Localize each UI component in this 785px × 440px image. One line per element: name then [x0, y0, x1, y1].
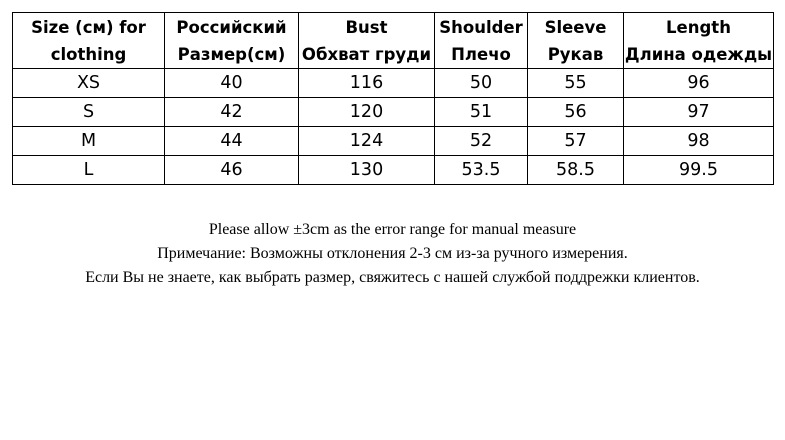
note-error-range: Please allow ±3cm as the error range for manual measure: [208, 221, 577, 238]
header-line: Обхват груди: [301, 44, 432, 64]
note-deviation-ru: Примечание: Возможны отклонения 2-3 см из-за ручного измерения.: [157, 245, 628, 262]
header-line: clothing: [50, 44, 127, 64]
header-line: Sleeve: [544, 17, 607, 37]
table-cell: 99.5: [624, 156, 774, 185]
table-cell: 42: [165, 98, 299, 127]
table-cell: 57: [528, 127, 624, 156]
table-row: [13, 69, 774, 98]
table-cell: 50: [435, 69, 528, 98]
header-size: [13, 13, 165, 69]
header-line: Российский: [176, 17, 287, 37]
table-cell: 98: [624, 127, 774, 156]
measurement-notes: [0, 218, 785, 290]
table-cell: 97: [624, 98, 774, 127]
table-cell: 96: [624, 69, 774, 98]
header-russian-size: [165, 13, 299, 69]
header-line: Плечо: [451, 44, 511, 64]
table-cell: 58.5: [528, 156, 624, 185]
header-shoulder: [435, 13, 528, 69]
size-chart-table: [12, 12, 774, 185]
table-cell: L: [13, 156, 165, 185]
header-line: Bust: [345, 17, 388, 37]
header-sleeve: [528, 13, 624, 69]
table-cell: S: [13, 98, 165, 127]
table-cell: 51: [435, 98, 528, 127]
header-line: Рукав: [547, 44, 604, 64]
table-cell: 124: [299, 127, 435, 156]
table-header-row: [13, 13, 774, 69]
table-cell: 130: [299, 156, 435, 185]
table-cell: 46: [165, 156, 299, 185]
table-cell: 120: [299, 98, 435, 127]
table-cell: 55: [528, 69, 624, 98]
header-line: Размер(см): [177, 44, 286, 64]
header-line: Length: [666, 17, 731, 37]
table-row: [13, 156, 774, 185]
table-cell: 44: [165, 127, 299, 156]
note-support-ru: Если Вы не знаете, как выбрать размер, свяжитесь с нашей службой поддрежки клиентов.: [85, 269, 700, 286]
table-cell: 56: [528, 98, 624, 127]
table-row: [13, 98, 774, 127]
table-cell: XS: [13, 69, 165, 98]
table-cell: 116: [299, 69, 435, 98]
table-cell: M: [13, 127, 165, 156]
header-length: [624, 13, 774, 69]
header-line: Shoulder: [439, 17, 523, 37]
header-line: Size (см) for: [31, 17, 146, 37]
table-cell: 53.5: [435, 156, 528, 185]
table-row: [13, 127, 774, 156]
header-bust: [299, 13, 435, 69]
table-cell: 52: [435, 127, 528, 156]
header-line: Длина одежды: [624, 44, 773, 64]
table-cell: 40: [165, 69, 299, 98]
